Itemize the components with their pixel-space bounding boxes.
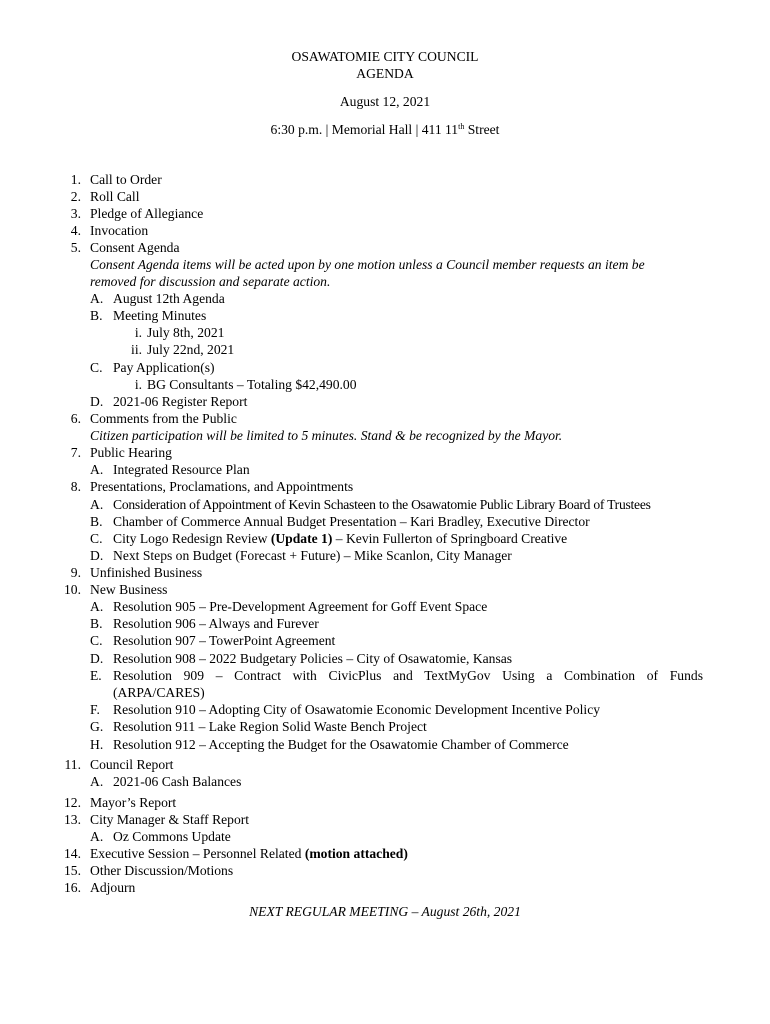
agenda-page: OSAWATOMIE CITY COUNCIL AGENDA August 12, 2021 6:30 p.m. | Memorial Hall | 411 11th Street 1. Call to Order 2. Roll Call 3. Pledge of Allegiance 4. Invocation 5. Consent Agenda Consent Agenda items will be acted upon by one motion unless a Council member requests an item be removed for discussion and separate action. A. August 12th Agenda B. Meeting Minutes i. July 8th, 2021 ii. July 22nd, 2021 C. Pay Application(s) i. BG Consultants – Totaling $42,490.00 D. 2021-06 Register Report 6. Comments from the Public Citizen participation will be limited to 5 minutes. Stand & be recognized by the Mayor. 7. Public Hearing A. Integrated Resource Plan 8. Presentations, Proclamations, and Appointments A. Consideration of Appointment of Kevin Schasteen to the Osawatomie Public Library Board of Trustees B. Chamber of Commerce Annual Budget Presentation – Kari Bradley, Executive Director C. City Logo Redesign Review (Update 1) – Kevin Fullerton of Springboard Creative D. Next Steps on Budget (Forecast + Future) – Mike Scanlon, City Manager 9. Unfinished Business 10. New Business A. Resolution 905 – Pre-Development Agreement for Goff Event Space B. Resolution 906 – Always and Furever C. Resolution 907 – TowerPoint Agreement D. Resolution 908 – 2022 Budgetary Policies – City of Osawatomie, Kansas E. Resolution 909 – Contract with CivicPlus and TextMyGov Using a Combination of Funds (ARPA/CARES) F. Resolution 910 – Adopting City of Osawatomie Economic Development Incentive Policy G. Resolution 911 – Lake Region Solid Waste Bench Project H. Resolution 912 – Accepting the Budget for the Osawatomie Chamber of Commerce 11. Council Report A. 2021-06 Cash Balances 12. Mayor’s Report 13. City Manager & Staff Report A. Oz Commons Update 14. Executive Session – Personnel Related (motion attached) 15. Other Discussion/Motions 16. Adjourn NEXT REGULAR MEETING – August 26th, 2021 <box>0 0 770 1024</box>
meeting-date: August 12, 2021 <box>339 94 431 109</box>
org-title: OSAWATOMIE CITY COUNCIL <box>291 49 479 64</box>
consent-note-line2: removed for discussion and separate action. <box>90 274 331 289</box>
consent-note-line1: Consent Agenda items will be acted upon by one motion unless a Council member requests an item be <box>90 257 645 272</box>
next-meeting-notice: NEXT REGULAR MEETING – August 26th, 2021 <box>249 904 521 919</box>
resolution-909-line2: (ARPA/CARES) <box>113 685 205 700</box>
public-comment-note: Citizen participation will be limited to 5 minutes. Stand & be recognized by the Mayor. <box>90 428 563 443</box>
meeting-location: 6:30 p.m. | Memorial Hall | 411 11th Street <box>270 122 500 137</box>
doc-title: AGENDA <box>356 66 414 81</box>
resolution-909-line1: Resolution 909 – Contract with CivicPlus and TextMyGov Using a Combination of Funds <box>113 668 703 683</box>
